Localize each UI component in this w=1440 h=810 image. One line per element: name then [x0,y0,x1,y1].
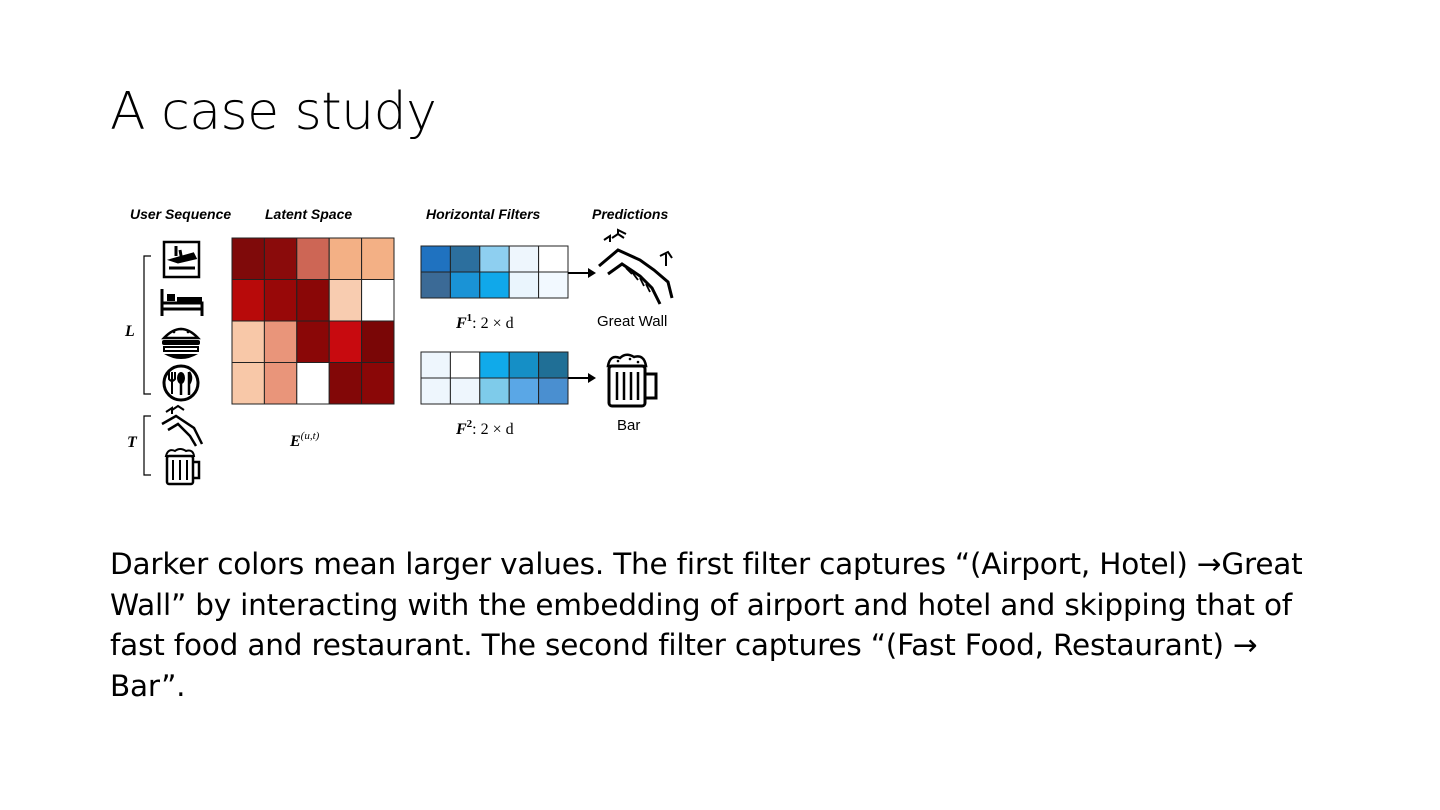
latent-space-grid [232,238,394,404]
filter-1-cell-r0-c3 [509,246,538,272]
latent-cell-r3-c1 [264,363,296,405]
filter-1-cell-r1-c3 [509,272,538,298]
slide-title: A case study [110,82,437,142]
beer-mug-icon-small [166,449,199,484]
latent-cell-r2-c1 [264,321,296,363]
filter-2-cell-r0-c1 [450,352,479,378]
latent-cell-r2-c4 [362,321,394,363]
hotel-icon [162,289,202,316]
latent-cell-r0-c2 [297,238,329,280]
latent-cell-r1-c4 [362,280,394,322]
filter-1-grid [421,246,568,298]
slide-description [110,544,1340,706]
latent-cell-r1-c0 [232,280,264,322]
header-horizontal-filters: Horizontal Filters [426,206,541,222]
bracket-label-L: L [125,323,135,340]
case-study-diagram [120,198,700,498]
bracket-L [124,256,151,394]
latent-cell-r0-c1 [264,238,296,280]
latent-cell-r3-c4 [362,363,394,405]
filter-1-cell-r0-c4 [539,246,568,272]
filter-1-cell-r1-c4 [539,272,568,298]
arrow-1 [568,268,596,278]
latent-cell-r2-c3 [329,321,361,363]
header-user-sequence: User Sequence [130,206,232,222]
latent-cell-r0-c0 [232,238,264,280]
latent-cell-r2-c0 [232,321,264,363]
case-study-figure [120,198,700,498]
filter-2-cell-r1-c4 [539,378,568,404]
embedding-label: E$^{(u,t)}$ [290,430,320,450]
filter-2-cell-r1-c1 [450,378,479,404]
filter-2-cell-r0-c4 [539,352,568,378]
filter-1-cell-r1-c1 [450,272,479,298]
filter-2-cell-r0-c0 [421,352,450,378]
latent-cell-r3-c3 [329,363,361,405]
filter-1-cell-r0-c1 [450,246,479,272]
fast-food-icon [162,328,200,359]
filter-2-cell-r1-c3 [509,378,538,404]
filter-2-label: $F^2$: 2 × d [456,418,514,438]
description-text: Darker colors mean larger values. The first filter captures “(Airport, Hotel) →Great Wall” by interacting with the embedding of airport and hotel and skipping that of fast food and restaurant. The second filter captures “(Fast Food, Restaurant) → Bar”. [110,547,1303,703]
filter-1-label: $F^1$: 2 × d [456,312,514,332]
filter-1-cell-r0-c2 [480,246,509,272]
beer-mug-icon [608,355,656,406]
airport-icon [164,242,199,277]
filter-2-cell-r0-c3 [509,352,538,378]
latent-cell-r3-c0 [232,363,264,405]
filter-1-cell-r0-c0 [421,246,450,272]
latent-cell-r0-c4 [362,238,394,280]
latent-cell-r2-c2 [297,321,329,363]
prediction-great-wall-icon [599,230,672,304]
restaurant-icon [164,366,198,400]
bracket-T [127,416,151,475]
latent-cell-r1-c1 [264,280,296,322]
header-latent-space: Latent Space [265,206,353,222]
filter-2-cell-r1-c0 [421,378,450,404]
header-predictions: Predictions [592,206,669,222]
filter-1-cell-r1-c2 [480,272,509,298]
bracket-label-T: T [127,434,137,451]
arrow-2 [568,373,596,383]
prediction-2-label: Bar [617,417,641,434]
prediction-1-label: Great Wall [597,313,668,330]
filter-1-cell-r1-c0 [421,272,450,298]
latent-cell-r1-c2 [297,280,329,322]
latent-cell-r0-c3 [329,238,361,280]
latent-cell-r3-c2 [297,363,329,405]
filter-2-grid [421,352,568,404]
filter-2-cell-r0-c2 [480,352,509,378]
latent-cell-r1-c3 [329,280,361,322]
great-wall-icon [162,406,202,446]
filter-2-cell-r1-c2 [480,378,509,404]
